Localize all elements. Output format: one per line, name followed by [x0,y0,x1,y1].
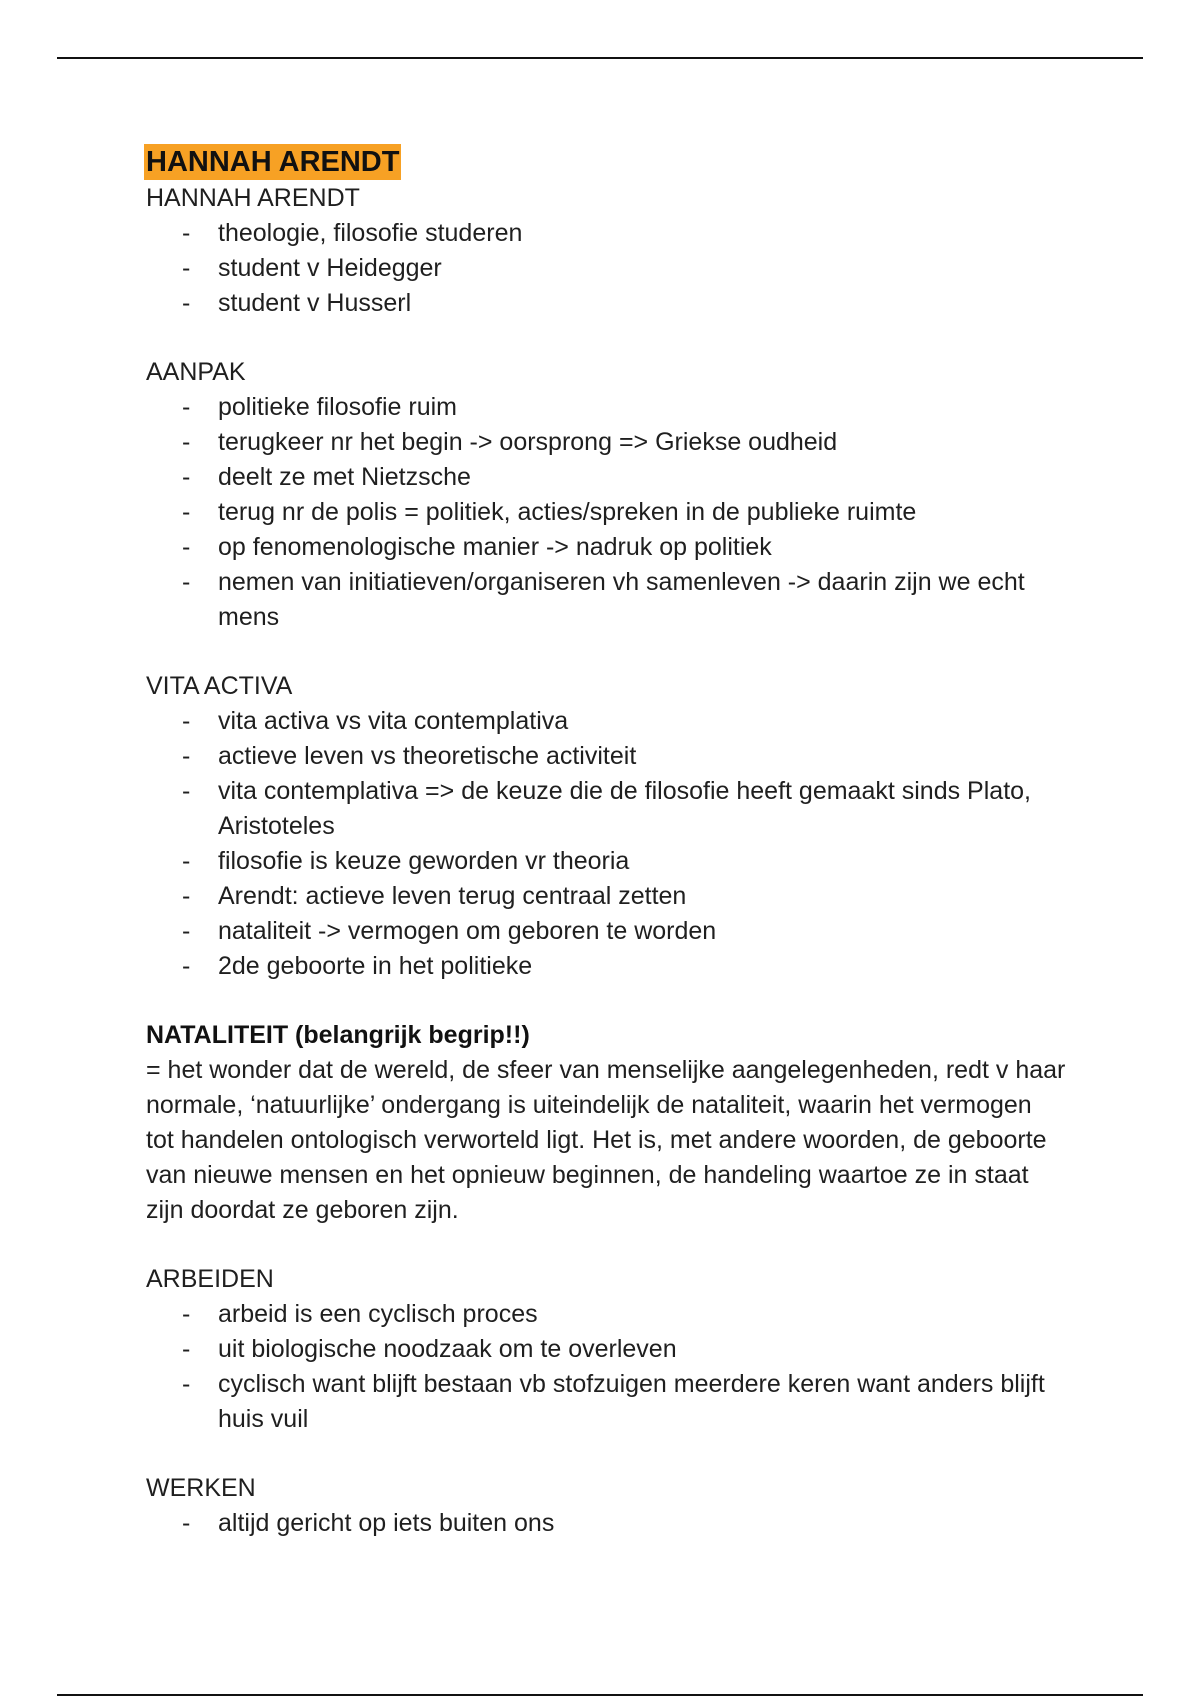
list-item: - vita activa vs vita contemplativa [146,704,1066,739]
bullet-dash: - [182,847,191,875]
bullet-dash: - [182,393,191,421]
list-item: - deelt ze met Nietzsche [146,460,1066,495]
list-item: - altijd gericht op iets buiten ons [146,1506,1066,1541]
bullet-dash: - [182,1370,191,1398]
section-nataliteit [146,1018,1066,1228]
bullet-dash: - [182,917,191,945]
section-werken [146,1471,1066,1541]
list-item: - student v Heidegger [146,251,1066,286]
list-item: - cyclisch want blijft bestaan vb stofzuigen meerdere keren want anders blijft huis vuil [146,1367,1066,1437]
document-body [146,144,1066,1541]
bullet-dash: - [182,463,191,491]
bullet-dash: - [182,289,191,317]
bullet-dash: - [182,428,191,456]
list-item: - terug nr de polis = politiek, acties/spreken in de publieke ruimte [146,495,1066,530]
bullet-dash: - [182,882,191,910]
list-item: - actieve leven vs theoretische activiteit [146,739,1066,774]
bullet-list [146,704,1066,984]
list-item: - theologie, filosofie studeren [146,216,1066,251]
bullet-list [146,390,1066,635]
section-aanpak [146,355,1066,635]
bullet-dash: - [182,1335,191,1363]
bullet-dash: - [182,568,191,596]
section-heading: HANNAH ARENDT [146,184,360,212]
bullet-dash: - [182,777,191,805]
bullet-dash: - [182,707,191,735]
spacer [146,635,1066,669]
list-item: - 2de geboorte in het politieke [146,949,1066,984]
bullet-dash: - [182,1509,191,1537]
bullet-dash: - [182,254,191,282]
bullet-dash: - [182,533,191,561]
list-item: - nataliteit -> vermogen om geboren te worden [146,914,1066,949]
section-heading: WERKEN [146,1474,256,1502]
section-heading: NATALITEIT (belangrijk begrip!!) [146,1021,530,1049]
section-arbeiden [146,1262,1066,1437]
section-vita-activa [146,669,1066,984]
spacer [146,1228,1066,1262]
list-item: - vita contemplativa => de keuze die de filosofie heeft gemaakt sinds Plato, Aristoteles [146,774,1066,844]
spacer [146,321,1066,355]
section-heading: AANPAK [146,358,246,386]
bullet-list [146,1297,1066,1437]
bullet-dash: - [182,742,191,770]
definition-paragraph: = het wonder dat de wereld, de sfeer van menselijke aangelegenheden, redt v haar normale, ‘natuurlijke’ ondergang is uiteindelijk de nataliteit, waarin het vermogen tot handelen ontologisch verworteld ligt. Het is, met andere woorden, de geboorte van nieuwe mensen en het opnieuw beginnen, de handeling waartoe ze in staat zijn doordat ze geboren zijn. [146,1056,1066,1224]
list-item: - terugkeer nr het begin -> oorsprong => Griekse oudheid [146,425,1066,460]
list-item: - Arendt: actieve leven terug centraal zetten [146,879,1066,914]
list-item: - nemen van initiatieven/organiseren vh samenleven -> daarin zijn we echt mens [146,565,1066,635]
spacer [146,984,1066,1018]
list-item: - op fenomenologische manier -> nadruk op politiek [146,530,1066,565]
list-item: - arbeid is een cyclisch proces [146,1297,1066,1332]
spacer [146,1437,1066,1471]
page-title: HANNAH ARENDT [146,146,400,178]
bullet-list [146,1506,1066,1541]
bullet-list [146,216,1066,321]
section-bio [146,181,1066,321]
list-item: - filosofie is keuze geworden vr theoria [146,844,1066,879]
bullet-dash: - [182,498,191,526]
section-heading: ARBEIDEN [146,1265,274,1293]
section-heading: VITA ACTIVA [146,672,293,700]
bullet-dash: - [182,952,191,980]
list-item: - student v Husserl [146,286,1066,321]
bottom-rule [57,1694,1143,1696]
top-rule [57,57,1143,59]
bullet-dash: - [182,219,191,247]
bullet-dash: - [182,1300,191,1328]
list-item: - uit biologische noodzaak om te overleven [146,1332,1066,1367]
list-item: - politieke filosofie ruim [146,390,1066,425]
